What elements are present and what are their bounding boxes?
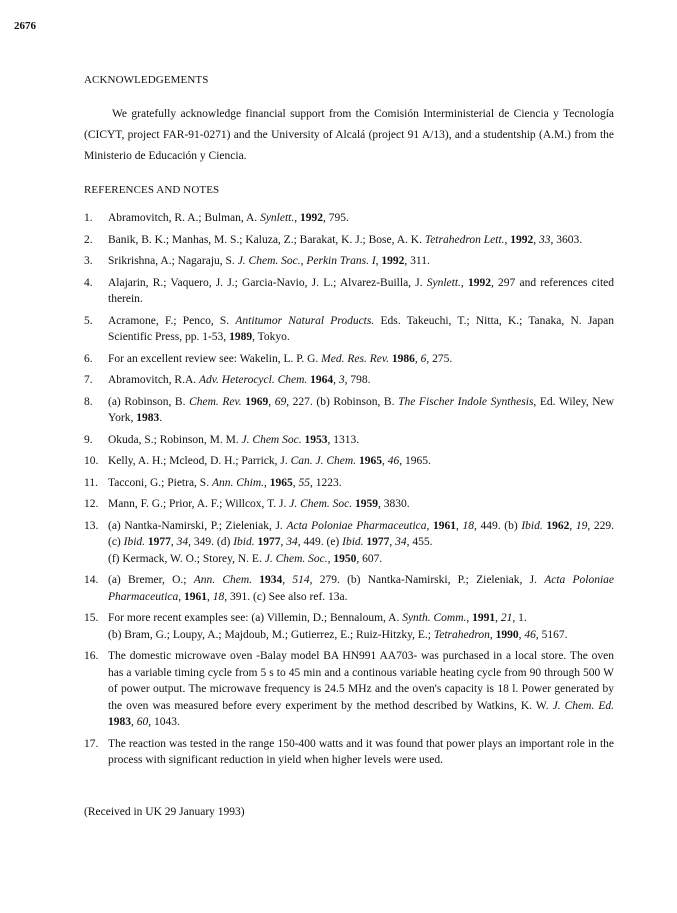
reference-segment: , 1043. [148,716,180,728]
reference-number: 5. [84,314,93,327]
reference-text [108,396,614,425]
reference-segment: Acta Poloniae Pharmaceutica [286,519,427,532]
reference-segment: Synlett. [426,276,461,289]
reference-segment: Chem. Rev. [189,395,242,408]
reference-segment: 34 [286,536,298,548]
reference-segment: , [504,233,511,246]
reference-segment: , 5167. [535,628,568,641]
acknowledgements-text: We gratefully acknowledge financial support from the Comisión Interministerial de Ciencia y Tecnología (CICYT, project FAR-91-0271) and the University of Alcalá (project 91 A/13), and a studentship (A.M.) from the Ministerio de Educación y Ciencia. [84,108,614,162]
reference-segment: , [466,612,473,624]
reference-segment: Banik, B. K.; Manhas, M. S.; Kaluza, Z.; Barakat, K. J.; Bose, A. K. [108,233,425,246]
reference-segment: (f) Kermack, W. O.; Storey, N. E. [108,552,265,565]
reference-segment: , [178,590,185,603]
reference-segment: Eds. Takeuchi, T.; Nitta, K.; Tanaka, N. Japan Scientific Press, pp. 1-53, [108,314,615,343]
reference-number: 16. [84,650,99,662]
reference-segment: 34 [176,536,189,548]
reference-text [108,612,568,641]
reference-segment: , 229. (c) [108,519,614,548]
reference-segment: 1950 [333,552,357,565]
reference-text [108,455,431,467]
reference-number: 17. [84,737,99,750]
reference-item [84,736,614,769]
reference-segment: 21 [500,612,513,624]
reference-segment: , 455. [406,536,433,548]
reference-segment: The reaction was tested in the range 150-400 watts and it was found that power plays an important role in the process with significant reduction in yield when higher levels were used. [108,737,614,766]
reference-segment: (a) Nantka-Namirski, P.; Zieleniak, J. [108,519,287,532]
reference-segment: , 1. [512,612,527,624]
reference-item [84,351,614,368]
reference-segment: Mann, F. G.; Prior, A. F.; Willcox, T. J. [108,498,290,510]
reference-item [84,453,614,470]
reference-item [84,518,614,568]
reference-segment: , [268,395,275,408]
acknowledgements-heading: ACKNOWLEDGEMENTS [84,74,209,86]
reference-segment: 34 [395,536,407,548]
reference-segment: 18 [212,590,225,603]
reference-segment: 1992 [510,233,534,246]
reference-segment: 1959 [355,498,379,510]
reference-segment: Ibid. [342,536,364,548]
reference-segment: , 349. (d) [188,536,234,548]
reference-segment: Abramovitch, R.A. [108,374,200,386]
reference-text [108,520,614,565]
reference-number: 14. [84,574,99,586]
reference-item [84,275,614,308]
reference-segment: J. Chem. Soc., Perkin Trans. I [237,255,376,267]
reference-item [84,394,614,427]
reference-segment: For more recent examples see: (a) Villemin, D.; Bennaloum, A. [108,612,403,624]
reference-segment: , 3603. [550,233,583,246]
reference-segment: Tetrahedron Lett. [424,233,505,246]
reference-segment: 1992 [467,276,491,289]
reference-text [108,353,452,365]
reference-number: 11. [84,476,98,489]
reference-segment: Okuda, S.; Robinson, M. M. [108,433,242,446]
reference-segment: 1934 [259,574,283,586]
reference-segment: 1992 [299,212,323,224]
reference-segment: 1961 [433,519,457,532]
reference-segment: 1989 [229,331,253,343]
reference-segment: The domestic microwave oven -Balay model BA HN991 AA703- was purchased in a local store. The oven has a variable timing cycle from 5 s to 45 min and a continous variable heating cycle from 90 through 500 W of power output. The microwave frequency is 24.5 MHz and the oven's capacity is 18 l. Power generated by the oven was measured before every experiment by the method described by Watkins, K. W. [108,650,614,712]
reference-text [108,277,614,306]
reference-segment: , [327,552,334,565]
reference-segment: Srikrishna, A.; Nagaraju, S. [108,255,238,267]
reference-segment: 1961 [184,590,208,603]
reference-number: 3. [84,255,93,267]
reference-segment: 1965 [358,455,382,467]
reference-segment: , Tokyo. [252,331,290,343]
reference-segment: (b) Bram, G.; Loupy, A.; Majdoub, M.; Gutierrez, E.; Ruiz-Hitzky, E.; [108,628,434,641]
reference-segment: , [280,536,287,548]
reference-segment: Adv. Heterocycl. Chem. [199,374,308,386]
reference-segment: , 1965. [399,455,431,467]
reference-segment: , [389,536,396,548]
reference-segment: , [518,628,525,641]
reference-segment: , [207,590,213,603]
reference-segment: For an excellent review see: Wakelin, L. P. G. [108,352,322,365]
reference-segment: Ibid. [123,536,146,548]
reference-segment: , [131,716,137,728]
reference-text [108,315,614,344]
reference-segment: Kelly, A. H.; Mcleod, D. H.; Parrick, J. [108,455,291,467]
reference-segment: , 279. (b) Nantka-Namirski, P.; Zieleniak, J. [309,574,545,586]
reference-segment: Synth. Comm. [402,612,467,624]
reference-segment: Acramone, F.; Penco, S. [108,314,236,327]
reference-text [108,434,359,446]
reference-segment: (a) Bremer, O.; [108,574,194,586]
reference-segment: The Fischer Indole Synthesis [398,395,534,408]
reference-item [84,253,614,270]
reference-segment: 18 [462,519,475,532]
reference-segment: 55 [298,476,311,489]
reference-segment: 1992 [381,255,405,267]
reference-item [84,210,614,227]
reference-segment: 6 [420,352,427,365]
reference-segment: 1977 [147,536,171,548]
reference-segment: Med. Res. Rev. [321,352,389,365]
reference-segment: , Ed. Wiley, New York, [108,395,614,424]
reference-item [84,372,614,389]
reference-segment: , 311. [404,255,430,267]
reference-text [108,650,614,728]
reference-segment: , 391. (c) See also ref. 13a. [224,590,348,603]
reference-segment: Abramovitch, R. A.; Bulman, A. [108,212,261,224]
reference-text [108,374,371,386]
reference-segment: , 3830. [378,498,410,510]
reference-segment: , 227. (b) Robinson, B. [286,395,399,408]
reference-segment: J. Chem. Soc. [264,552,328,565]
reference-number: 6. [84,352,93,365]
reference-number: 9. [84,433,93,446]
reference-segment: 1991 [472,612,496,624]
reference-segment: 1983 [136,412,160,424]
reference-segment: Ibid. [521,519,543,532]
reference-segment: , 449. (e) [297,536,343,548]
reference-segment: 514 [292,574,310,586]
reference-segment: 1977 [257,536,281,548]
references-heading: REFERENCES AND NOTES [84,184,220,196]
reference-segment: 1965 [269,476,293,489]
reference-segment: , [333,374,339,386]
reference-segment: , [381,455,388,467]
reference-number: 4. [84,276,93,289]
reference-segment: 3 [338,374,345,386]
reference-segment: , 297 and references cited therein. [108,276,614,305]
reference-segment: 1990 [495,628,519,641]
reference-segment: 1969 [245,395,269,408]
reference-segment: , [533,233,540,246]
reference-number: 1. [84,212,93,224]
reference-item [84,572,614,605]
received-date-note: (Received in UK 29 January 1993) [84,806,245,818]
reference-number: 7. [84,374,93,386]
reference-segment: 1962 [546,519,570,532]
reference-segment: 1986 [391,352,415,365]
reference-item [84,313,614,346]
reference-segment: J. Chem. Soc. [289,498,353,510]
reference-segment: , [495,612,501,624]
reference-number: 2. [84,233,93,246]
reference-number: 8. [84,395,93,408]
reference-text [108,738,614,767]
reference-segment: , 798. [344,374,371,386]
reference-segment: 60 [136,716,149,728]
reference-text [108,255,430,267]
reference-segment: , [264,476,270,489]
reference-segment: 1977 [366,536,390,548]
reference-segment: , [292,476,299,489]
reference-text [108,477,342,489]
reference-number: 13. [84,519,99,532]
reference-number: 12. [84,498,99,510]
reference-segment: 46 [524,628,536,641]
reference-number: 10. [84,455,99,467]
reference-text [108,212,349,224]
reference-number: 15. [84,612,99,624]
reference-segment: Synlett. [260,212,295,224]
reference-segment: Tetrahedron [433,628,490,641]
reference-segment: , 795. [322,212,349,224]
reference-segment: , [375,255,382,267]
reference-segment: . [159,412,163,424]
reference-segment: J. Chem Soc. [241,433,302,446]
reference-segment: 1983 [108,716,131,728]
reference-segment: , [460,276,468,289]
reference-segment: 46 [387,455,400,467]
reference-segment: , [294,212,300,224]
reference-segment: , 1223. [310,476,342,489]
reference-item [84,475,614,492]
reference-segment: Ann. Chim. [211,476,265,489]
reference-segment: , [282,574,293,586]
reference-segment: , 607. [356,552,383,565]
reference-segment: , [489,628,496,641]
reference-segment: Can. J. Chem. [290,455,357,467]
reference-segment: 33 [539,233,551,246]
reference-segment: , [569,519,576,532]
reference-item [84,232,614,249]
reference-item [84,496,614,513]
reference-segment: , [170,536,177,548]
reference-segment: , 449. (b) [474,519,522,532]
page-number: 2676 [14,20,36,32]
reference-segment: Ibid. [233,536,255,548]
reference-segment: Tacconi, G.; Pietra, S. [108,476,212,489]
reference-segment: , [414,352,421,365]
reference-text [108,234,582,246]
reference-item [84,432,614,449]
reference-item [84,648,614,731]
reference-segment: (a) Robinson, B. [108,395,190,408]
reference-segment: , 1313. [327,433,360,446]
reference-segment: Acta Poloniae Pharmaceutica [108,574,615,603]
reference-segment: , [426,519,434,532]
reference-text [108,498,410,510]
reference-segment: 69 [274,395,287,408]
reference-segment: 19 [575,519,588,532]
reference-segment: 1964 [310,374,334,386]
reference-segment: 1953 [304,433,328,446]
reference-segment: Antitumor Natural Products. [235,314,375,327]
reference-text [108,574,614,603]
reference-segment: , [456,519,463,532]
reference-segment: J. Chem. Ed. [552,699,614,712]
reference-segment: Alajarin, R.; Vaquero, J. J.; Garcia-Navio, J. L.; Alvarez-Builla, J. [108,276,427,289]
reference-segment: , 275. [426,352,453,365]
reference-item [84,610,614,643]
reference-segment: Ann. Chem. [193,574,253,586]
reference-list [84,210,614,774]
